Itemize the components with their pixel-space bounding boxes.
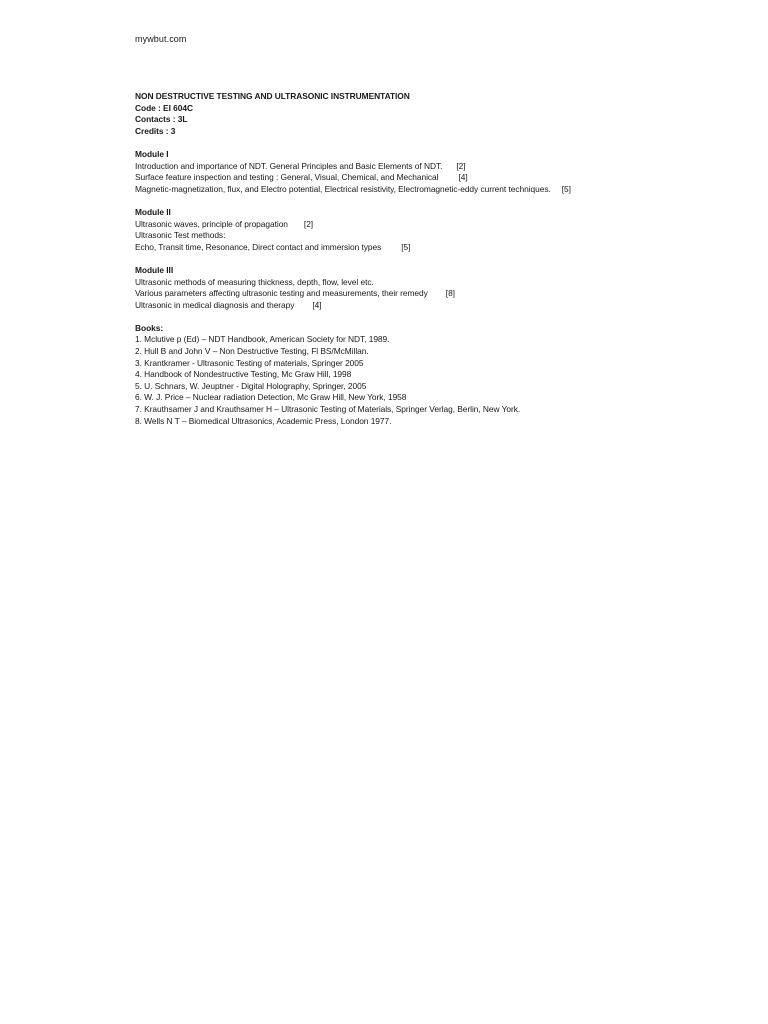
book-item: 4. Handbook of Nondestructive Testing, Mc Graw Hill, 1998 [135, 369, 352, 380]
module-line [135, 230, 725, 242]
course-contacts: Contacts : 3L [135, 114, 188, 125]
course-title: NON DESTRUCTIVE TESTING AND ULTRASONIC INSTRUMENTATION [135, 91, 410, 101]
module-line-text: Surface feature inspection and testing : General, Visual, Chemical, and Mechanical [135, 172, 439, 183]
book-item: 1. Mclutive p (Ed) – NDT Handbook, American Society for NDT, 1989. [135, 334, 390, 345]
course-code: Code : EI 604C [135, 102, 193, 113]
module-line [135, 300, 725, 312]
module-line [135, 277, 725, 289]
book-item: 8. Wells N T – Biomedical Ultrasonics, Academic Press, London 1977. [135, 415, 392, 426]
spacer [135, 137, 725, 149]
module-line-text: Ultrasonic methods of measuring thickness, depth, flow, level etc. [135, 276, 374, 287]
hours-tag: [8] [445, 288, 455, 299]
books-section [135, 323, 725, 427]
book-item: 2. Hull B and John V – Non Destructive Testing, Fl BS/McMillan. [135, 346, 369, 357]
books-title: Books: [135, 322, 164, 333]
module-line-text: Ultrasonic waves, principle of propagation [135, 218, 288, 229]
hours-tag: [5] [401, 241, 411, 252]
module-line [135, 161, 725, 173]
module-line-text: Various parameters affecting ultrasonic testing and measurements, their remedy [135, 288, 428, 299]
site-name: mywbut.com [135, 34, 187, 44]
module-line-text: Introduction and importance of NDT. General Principles and Basic Elements of NDT. [135, 160, 443, 171]
spacer [135, 253, 725, 265]
module-3 [135, 265, 725, 311]
book-item: 7. Krauthsamer J and Krauthsamer H – Ultrasonic Testing of Materials, Springer Verlag, Berlin, New York. [135, 404, 521, 415]
module-2 [135, 207, 725, 253]
module-line-text: Ultrasonic Test methods: [135, 230, 226, 241]
hours-tag: [4] [312, 299, 322, 310]
spacer [135, 311, 725, 323]
module-title: Module III [135, 264, 174, 275]
book-item: 6. W. J. Price – Nuclear radiation Detection, Mc Graw Hill, New York, 1958 [135, 392, 407, 403]
module-title: Module II [135, 206, 171, 217]
course-credits: Credits : 3 [135, 125, 176, 136]
book-item: 5. U. Schnars, W. Jeuptner - Digital Holography, Springer, 2005 [135, 380, 367, 391]
module-1 [135, 149, 725, 195]
book-item: 3. Krantkramer - Ultrasonic Testing of materials, Springer 2005 [135, 357, 364, 368]
module-line-text: Echo, Transit time, Resonance, Direct contact and immersion types [135, 241, 382, 252]
hours-tag: [2] [303, 218, 314, 229]
hours-tag: [5] [561, 183, 571, 194]
syllabus-content [135, 91, 725, 427]
module-line [135, 242, 725, 254]
module-line [135, 219, 725, 231]
hours-tag: [4] [458, 172, 468, 183]
spacer [135, 195, 725, 207]
module-line [135, 288, 725, 300]
module-line-text: Magnetic-magnetization, flux, and Electro potential, Electrical resistivity, Electromagnetic-eddy current techniques. [135, 183, 551, 194]
module-line-text: Ultrasonic in medical diagnosis and therapy [135, 299, 295, 310]
module-title: Module I [135, 148, 169, 159]
hours-tag: [2] [456, 160, 466, 171]
module-line [135, 184, 725, 196]
module-line [135, 172, 725, 184]
